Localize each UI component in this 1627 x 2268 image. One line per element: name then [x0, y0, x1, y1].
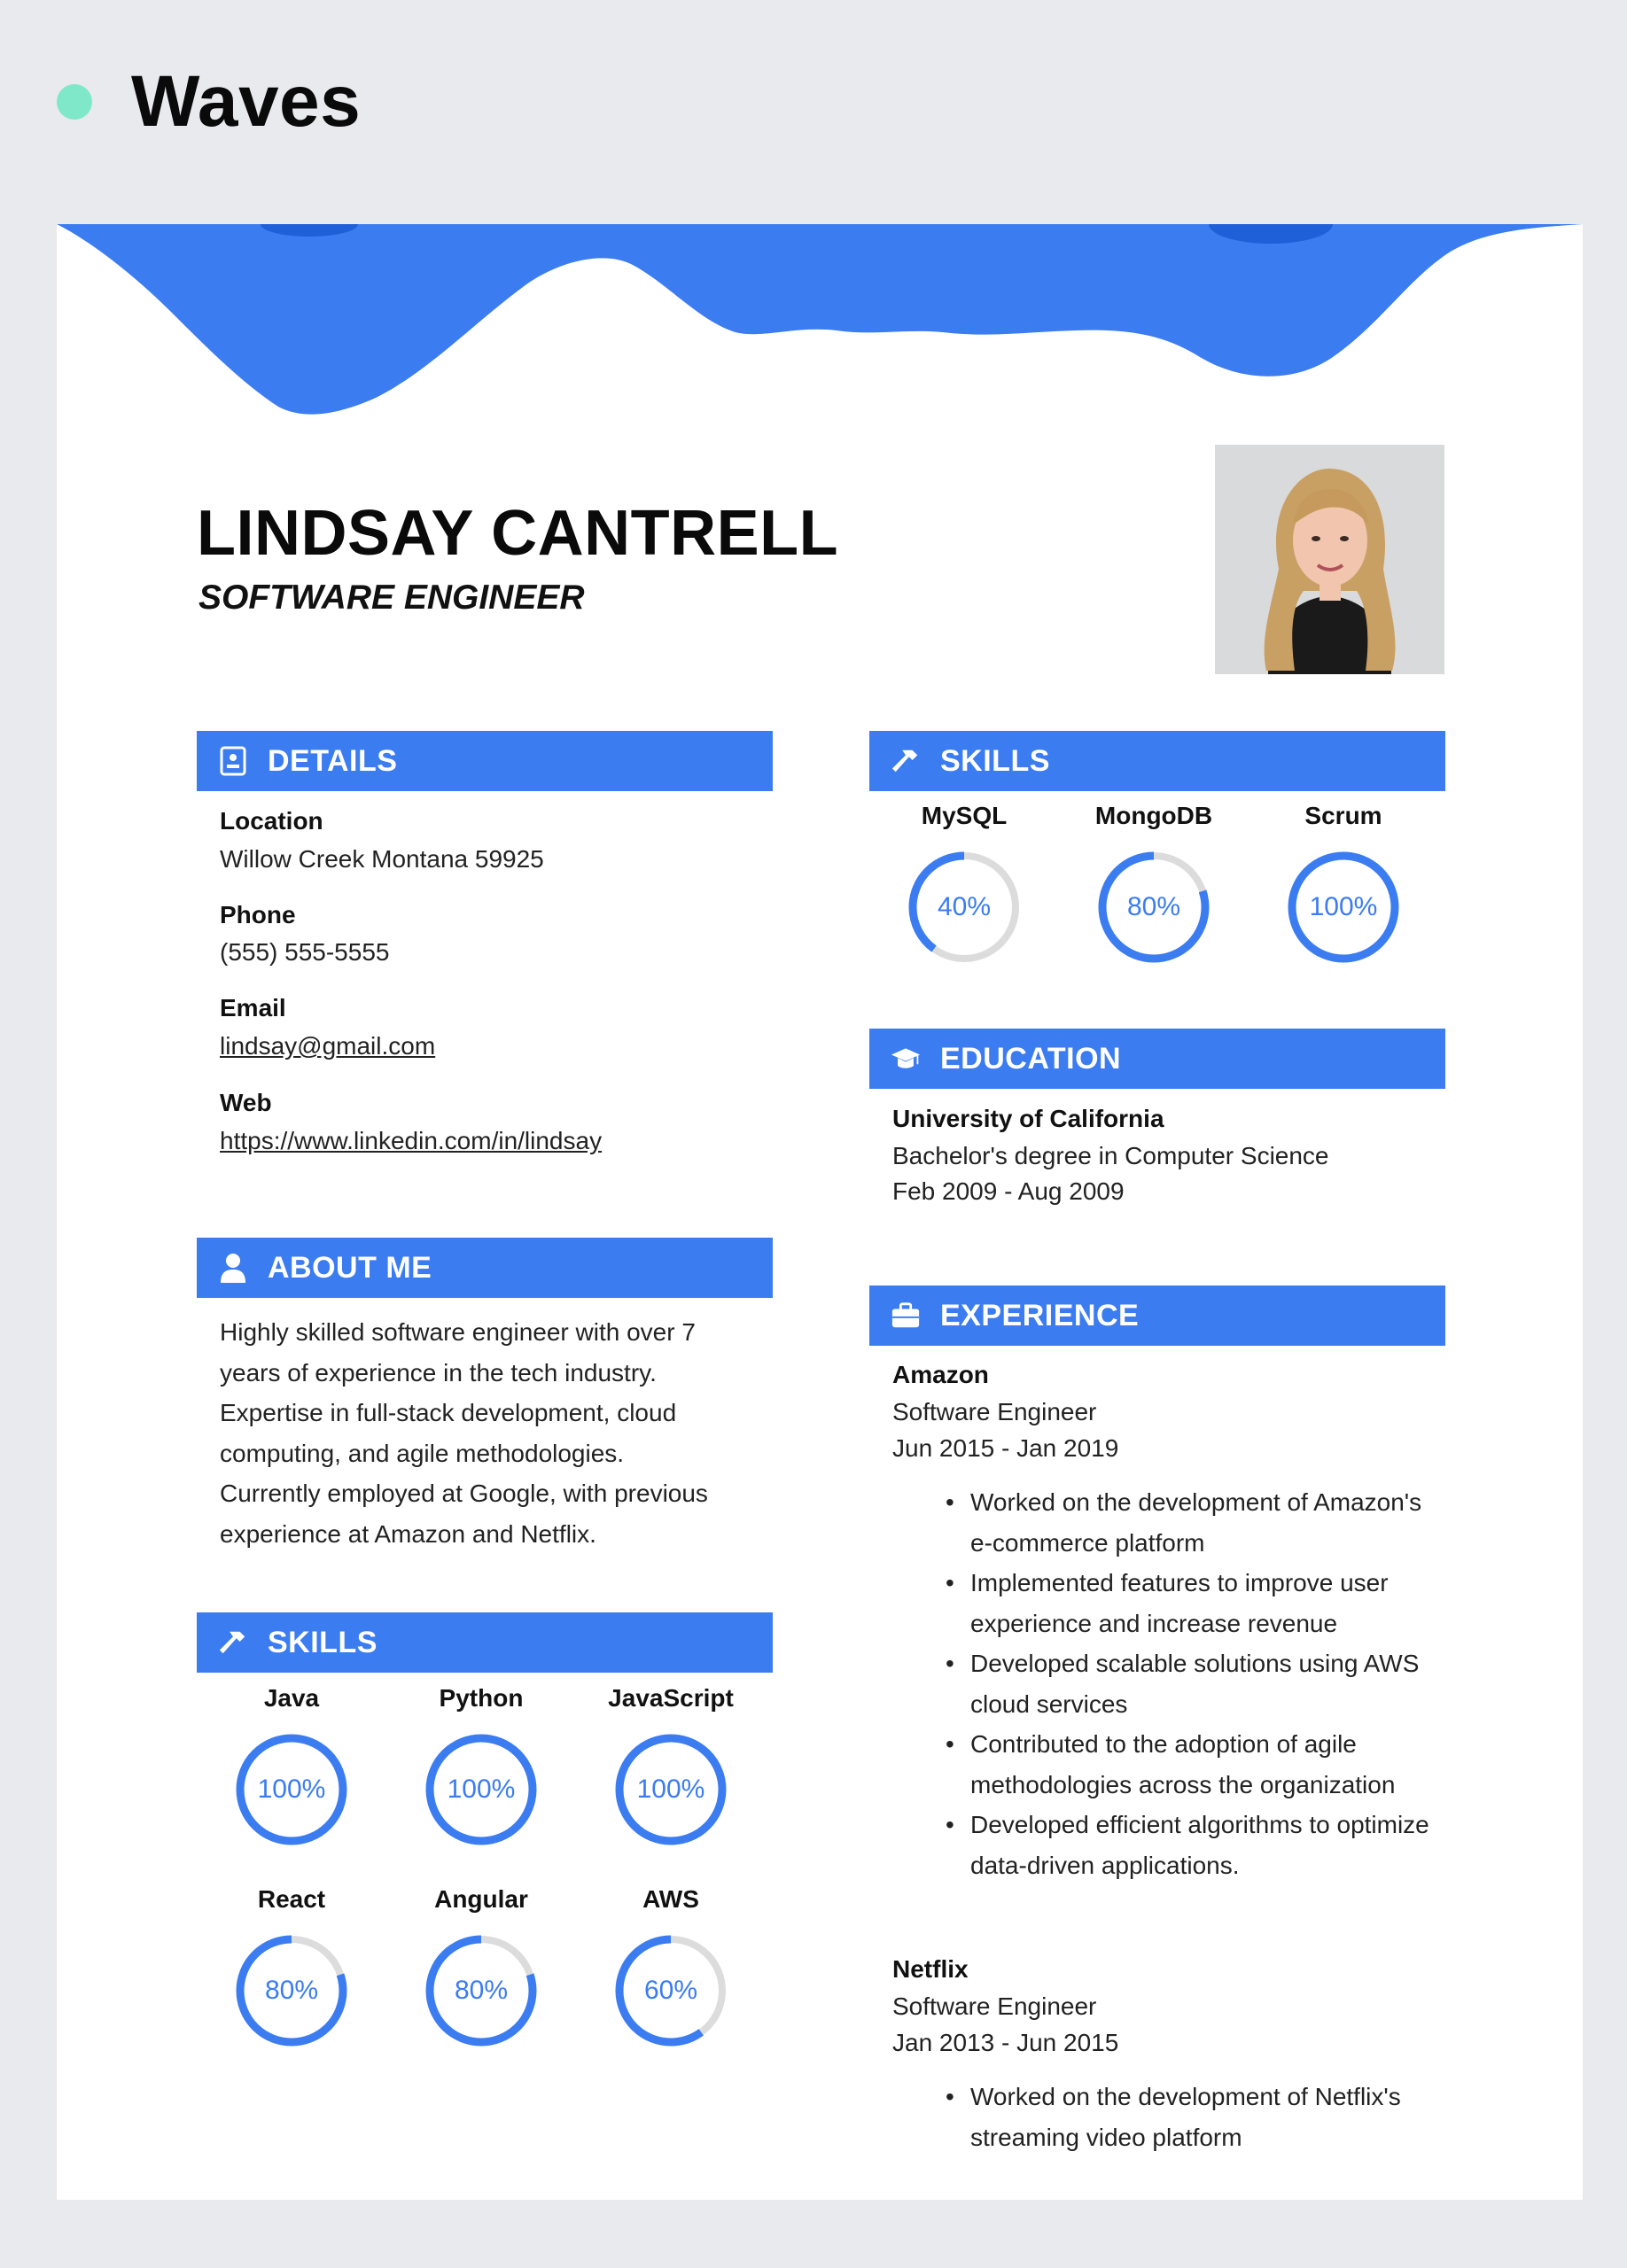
location-value: Willow Creek Montana 59925 [220, 845, 544, 873]
job-company: Netflix [892, 1955, 969, 1983]
education-school: University of California [892, 1105, 1164, 1132]
details-heading: DETAILS [268, 743, 398, 778]
skill-ring [610, 1930, 732, 2052]
about-line: experience at Amazon and Netflix. [220, 1519, 596, 1548]
about-line: Currently employed at Google, with previous [220, 1480, 708, 1507]
details-header [197, 731, 773, 791]
education-dates: Feb 2009 - Aug 2009 [892, 1177, 1125, 1205]
job-bullets [946, 1482, 1442, 1885]
hammer-icon [891, 746, 921, 776]
skill-item [884, 802, 1044, 968]
about-line: years of experience in the tech industry. [220, 1358, 657, 1386]
job-bullet: • Developed efficient algorithms to optimize data-driven applications. [946, 1805, 1442, 1885]
email-link[interactable]: lindsay@gmail.com [220, 1032, 436, 1060]
job-role: Software Engineer [892, 1992, 1097, 2020]
resume-page [57, 224, 1583, 2200]
job-bullet: • Developed scalable solutions using AWS cloud services [946, 1643, 1442, 1724]
skill-percent: 60% [643, 1976, 698, 2005]
skill-percent: 80% [1126, 892, 1181, 921]
skill-item [401, 1885, 561, 2052]
skills-right-header [869, 731, 1445, 791]
job-bullets [946, 2077, 1442, 2157]
template-title: Waves [131, 61, 362, 142]
job-company: Amazon [892, 1361, 989, 1388]
experience-heading: EXPERIENCE [940, 1298, 1140, 1332]
skill-ring [1093, 846, 1215, 968]
skill-item [401, 1684, 561, 1851]
skill-ring [230, 1930, 353, 2052]
skill-percent: 80% [454, 1976, 509, 2005]
skill-ring [420, 1930, 542, 2052]
skill-item [212, 1885, 371, 2052]
skill-name: Python [439, 1684, 524, 1712]
job-role: Software Engineer [892, 1398, 1097, 1425]
template-header [57, 53, 361, 151]
skill-percent: 40% [937, 892, 992, 921]
skill-percent: 100% [636, 1775, 705, 1804]
about-text [220, 1312, 760, 1554]
skills-left-header [197, 1612, 773, 1673]
skill-item [591, 1885, 751, 2052]
about-line: Expertise in full-stack development, cloud [220, 1399, 677, 1426]
job-dates: Jun 2015 - Jan 2019 [892, 1434, 1119, 1462]
skill-percent: 100% [1309, 892, 1378, 921]
candidate-name: LINDSAY CANTRELL [197, 498, 839, 569]
skill-name: AWS [642, 1885, 699, 1913]
skill-item [1264, 802, 1423, 968]
skill-name: MySQL [921, 802, 1008, 829]
skill-name: Angular [434, 1885, 528, 1913]
job-bullet: • Worked on the development of Netflix's streaming video platform [946, 2077, 1442, 2157]
hammer-icon [218, 1627, 248, 1658]
skill-name: JavaScript [608, 1684, 734, 1712]
profile-photo [1215, 445, 1444, 674]
skills-right-heading: SKILLS [940, 743, 1050, 778]
skill-name: React [257, 1885, 326, 1913]
skill-ring [230, 1728, 353, 1851]
phone-value: (555) 555-5555 [220, 938, 390, 966]
job-dates: Jan 2013 - Jun 2015 [892, 2029, 1119, 2056]
skill-percent: 80% [264, 1976, 319, 2005]
job-bullet: • Contributed to the adoption of agile methodologies across the organization [946, 1724, 1442, 1805]
location-label: Location [220, 807, 323, 835]
skill-ring [1282, 846, 1405, 968]
about-heading: ABOUT ME [268, 1250, 432, 1285]
skill-name: Scrum [1304, 802, 1382, 829]
skills-left-heading: SKILLS [268, 1625, 378, 1659]
graduation-cap-icon [891, 1044, 921, 1074]
skill-item [212, 1684, 371, 1851]
skill-percent: 100% [257, 1775, 326, 1804]
education-degree: Bachelor's degree in Computer Science [892, 1142, 1329, 1169]
profile-photo-illustration [1215, 445, 1444, 674]
web-link[interactable]: https://www.linkedin.com/in/lindsay [220, 1127, 603, 1154]
about-line: Highly skilled software engineer with over 7 [220, 1318, 696, 1346]
skill-ring [420, 1728, 542, 1851]
skill-ring [903, 846, 1025, 968]
skill-item [591, 1684, 751, 1851]
job-bullet: • Implemented features to improve user experience and increase revenue [946, 1563, 1442, 1643]
person-icon [218, 1253, 248, 1283]
skill-item [1074, 802, 1234, 968]
skill-ring [610, 1728, 732, 1851]
education-header [869, 1029, 1445, 1089]
status-dot-icon [57, 84, 92, 120]
wave-decoration [57, 224, 1583, 437]
id-card-icon [218, 746, 248, 776]
job-bullet: • Worked on the development of Amazon's e-commerce platform [946, 1482, 1442, 1563]
about-header [197, 1238, 773, 1298]
candidate-title: SOFTWARE ENGINEER [199, 579, 585, 617]
about-line: computing, and agile methodologies. [220, 1439, 625, 1467]
skill-name: Java [263, 1684, 320, 1712]
briefcase-icon [891, 1301, 921, 1331]
skill-percent: 100% [447, 1775, 516, 1804]
experience-header [869, 1285, 1445, 1346]
education-heading: EDUCATION [940, 1041, 1122, 1076]
skill-name: MongoDB [1094, 802, 1213, 829]
email-label: Email [220, 994, 286, 1021]
phone-label: Phone [220, 901, 296, 928]
web-label: Web [220, 1089, 272, 1116]
